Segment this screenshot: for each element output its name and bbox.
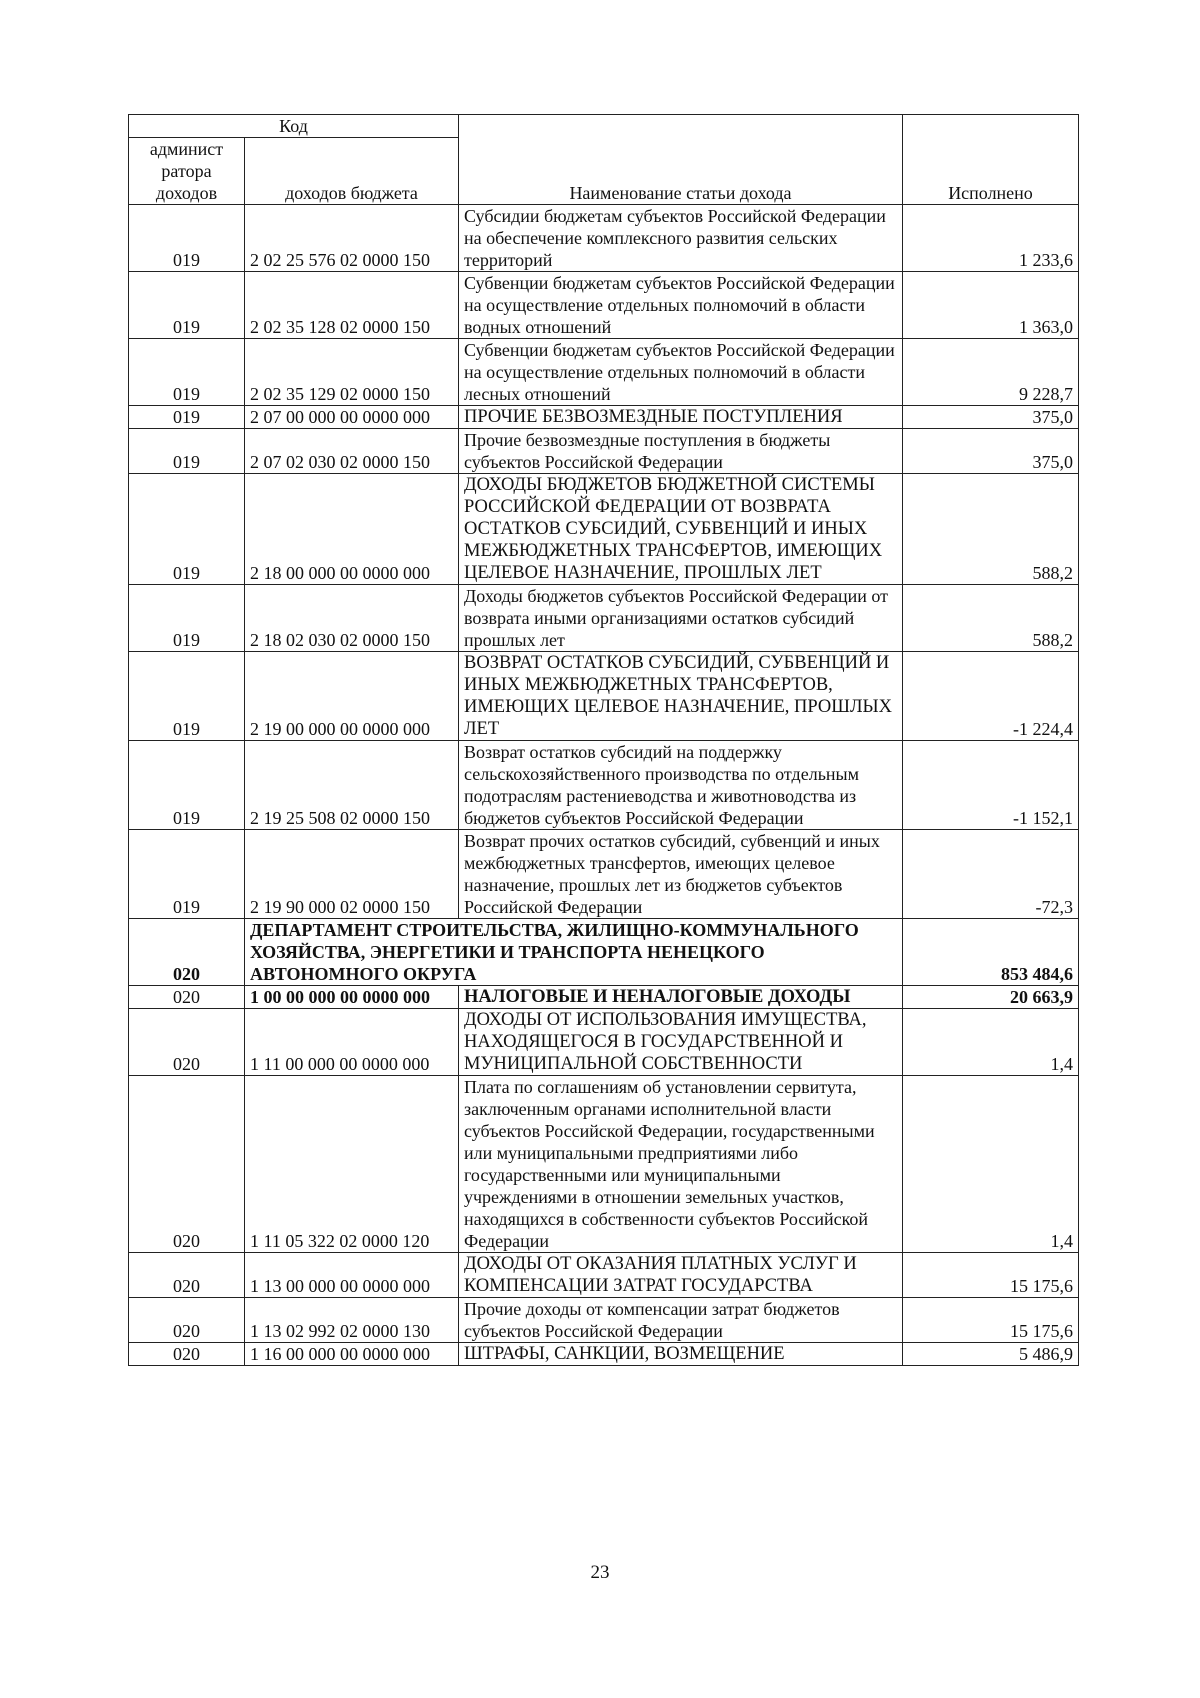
income-code-cell: 1 00 00 000 00 0000 000 bbox=[245, 986, 459, 1009]
income-name-cell: ШТРАФЫ, САНКЦИИ, ВОЗМЕЩЕНИЕ bbox=[459, 1343, 903, 1366]
table-row bbox=[129, 1343, 1079, 1366]
table-row bbox=[129, 474, 1079, 585]
income-code-cell: 1 16 00 000 00 0000 000 bbox=[245, 1343, 459, 1366]
admin-code-cell: 019 bbox=[129, 474, 245, 585]
income-name-cell: Возврат остатков субсидий на поддержку сельскохозяйственного производства по отдельным подотраслям растениеводства и животноводства из бюджетов субъектов Российской Федерации bbox=[459, 741, 903, 830]
income-name-cell: ВОЗВРАТ ОСТАТКОВ СУБСИДИЙ, СУБВЕНЦИЙ И ИНЫХ МЕЖБЮДЖЕТНЫХ ТРАНСФЕРТОВ, ИМЕЮЩИХ ЦЕЛЕВОЕ НАЗНАЧЕНИЕ, ПРОШЛЫХ ЛЕТ bbox=[459, 652, 903, 741]
income-name-cell: ДОХОДЫ БЮДЖЕТОВ БЮДЖЕТНОЙ СИСТЕМЫ РОССИЙСКОЙ ФЕДЕРАЦИИ ОТ ВОЗВРАТА ОСТАТКОВ СУБСИДИЙ, СУБВЕНЦИЙ И ИНЫХ МЕЖБЮДЖЕТНЫХ ТРАНСФЕРТОВ, ИМЕЮЩИХ ЦЕЛЕВОЕ НАЗНАЧЕНИЕ, ПРОШЛЫХ ЛЕТ bbox=[459, 474, 903, 585]
admin-code-cell: 020 bbox=[129, 1076, 245, 1253]
income-code-cell: 2 02 35 129 02 0000 150 bbox=[245, 339, 459, 406]
admin-code-cell: 019 bbox=[129, 652, 245, 741]
income-code-cell: 2 02 25 576 02 0000 150 bbox=[245, 205, 459, 272]
executed-value-cell: 1,4 bbox=[903, 1009, 1079, 1076]
admin-code-cell: 020 bbox=[129, 1343, 245, 1366]
admin-code-cell: 019 bbox=[129, 272, 245, 339]
executed-value-cell: 375,0 bbox=[903, 406, 1079, 429]
income-code-cell: 2 18 00 000 00 0000 000 bbox=[245, 474, 459, 585]
table-row bbox=[129, 1076, 1079, 1253]
income-name-cell: Прочие безвозмездные поступления в бюджеты субъектов Российской Федерации bbox=[459, 429, 903, 474]
table-row bbox=[129, 830, 1079, 919]
admin-code-cell: 019 bbox=[129, 406, 245, 429]
income-code-cell: 2 18 02 030 02 0000 150 bbox=[245, 585, 459, 652]
executed-value-cell: 853 484,6 bbox=[903, 919, 1079, 986]
table-row bbox=[129, 1009, 1079, 1076]
table-row bbox=[129, 741, 1079, 830]
budget-income-table bbox=[128, 114, 1079, 1366]
header-executed: Исполнено bbox=[903, 115, 1079, 205]
executed-value-cell: 9 228,7 bbox=[903, 339, 1079, 406]
executed-value-cell: 1,4 bbox=[903, 1076, 1079, 1253]
income-name-cell: Субвенции бюджетам субъектов Российской Федерации на осуществление отдельных полномочий в области водных отношений bbox=[459, 272, 903, 339]
income-code-cell: 2 19 00 000 00 0000 000 bbox=[245, 652, 459, 741]
table-row bbox=[129, 652, 1079, 741]
income-code-cell: 1 13 00 000 00 0000 000 bbox=[245, 1253, 459, 1298]
header-budget-code: доходов бюджета bbox=[245, 138, 459, 205]
table-row bbox=[129, 205, 1079, 272]
executed-value-cell: 588,2 bbox=[903, 474, 1079, 585]
income-name-cell: ДОХОДЫ ОТ ОКАЗАНИЯ ПЛАТНЫХ УСЛУГ И КОМПЕНСАЦИИ ЗАТРАТ ГОСУДАРСТВА bbox=[459, 1253, 903, 1298]
admin-code-cell: 020 bbox=[129, 1298, 245, 1343]
income-name-cell: Плата по соглашениям об установлении сервитута, заключенным органами исполнительной власти субъектов Российской Федерации, государственными или муниципальными предприятиями либо государственными или муниципальными учреждениями в отношении земельных участков, находящихся в собственности субъектов Российской Федерации bbox=[459, 1076, 903, 1253]
income-code-cell: 2 07 02 030 02 0000 150 bbox=[245, 429, 459, 474]
budget-table-sheet bbox=[128, 114, 1078, 1366]
income-name-cell: Доходы бюджетов субъектов Российской Федерации от возврата иными организациями остатков субсидий прошлых лет bbox=[459, 585, 903, 652]
admin-code-cell: 020 bbox=[129, 986, 245, 1009]
department-row bbox=[129, 919, 1079, 986]
income-name-cell: Субвенции бюджетам субъектов Российской Федерации на осуществление отдельных полномочий в области лесных отношений bbox=[459, 339, 903, 406]
table-row bbox=[129, 986, 1079, 1009]
executed-value-cell: 1 233,6 bbox=[903, 205, 1079, 272]
header-code: Код bbox=[129, 115, 459, 138]
admin-code-cell: 020 bbox=[129, 1009, 245, 1076]
admin-code-cell: 020 bbox=[129, 1253, 245, 1298]
executed-value-cell: 5 486,9 bbox=[903, 1343, 1079, 1366]
income-name-cell: НАЛОГОВЫЕ И НЕНАЛОГОВЫЕ ДОХОДЫ bbox=[459, 986, 903, 1009]
admin-code-cell: 020 bbox=[129, 919, 245, 986]
admin-code-cell: 019 bbox=[129, 741, 245, 830]
income-code-cell: 2 02 35 128 02 0000 150 bbox=[245, 272, 459, 339]
department-name-cell: ДЕПАРТАМЕНТ СТРОИТЕЛЬСТВА, ЖИЛИЩНО-КОММУНАЛЬНОГО ХОЗЯЙСТВА, ЭНЕРГЕТИКИ И ТРАНСПОРТА НЕНЕЦКОГО АВТОНОМНОГО ОКРУГА bbox=[245, 919, 903, 986]
income-code-cell: 1 13 02 992 02 0000 130 bbox=[245, 1298, 459, 1343]
income-code-cell: 2 19 25 508 02 0000 150 bbox=[245, 741, 459, 830]
header-admin: админист ратора доходов bbox=[129, 138, 245, 205]
income-name-cell: Прочие доходы от компенсации затрат бюджетов субъектов Российской Федерации bbox=[459, 1298, 903, 1343]
header-name: Наименование статьи дохода bbox=[459, 115, 903, 205]
income-code-cell: 2 07 00 000 00 0000 000 bbox=[245, 406, 459, 429]
income-code-cell: 2 19 90 000 02 0000 150 bbox=[245, 830, 459, 919]
income-name-cell: Субсидии бюджетам субъектов Российской Федерации на обеспечение комплексного развития сельских территорий bbox=[459, 205, 903, 272]
executed-value-cell: -1 224,4 bbox=[903, 652, 1079, 741]
table-row bbox=[129, 585, 1079, 652]
executed-value-cell: 1 363,0 bbox=[903, 272, 1079, 339]
admin-code-cell: 019 bbox=[129, 585, 245, 652]
executed-value-cell: 375,0 bbox=[903, 429, 1079, 474]
executed-value-cell: 15 175,6 bbox=[903, 1253, 1079, 1298]
admin-code-cell: 019 bbox=[129, 429, 245, 474]
table-body bbox=[129, 205, 1079, 1366]
table-row bbox=[129, 406, 1079, 429]
admin-code-cell: 019 bbox=[129, 830, 245, 919]
income-code-cell: 1 11 00 000 00 0000 000 bbox=[245, 1009, 459, 1076]
admin-code-cell: 019 bbox=[129, 339, 245, 406]
executed-value-cell: 15 175,6 bbox=[903, 1298, 1079, 1343]
admin-code-cell: 019 bbox=[129, 205, 245, 272]
table-row bbox=[129, 272, 1079, 339]
executed-value-cell: -1 152,1 bbox=[903, 741, 1079, 830]
executed-value-cell: 588,2 bbox=[903, 585, 1079, 652]
income-code-cell: 1 11 05 322 02 0000 120 bbox=[245, 1076, 459, 1253]
page-number: 23 bbox=[590, 1562, 610, 1583]
table-row bbox=[129, 1253, 1079, 1298]
income-name-cell: Возврат прочих остатков субсидий, субвенций и иных межбюджетных трансфертов, имеющих целевое назначение, прошлых лет из бюджетов субъектов Российской Федерации bbox=[459, 830, 903, 919]
table-header bbox=[129, 115, 1079, 205]
table-row bbox=[129, 1298, 1079, 1343]
executed-value-cell: 20 663,9 bbox=[903, 986, 1079, 1009]
income-name-cell: ПРОЧИЕ БЕЗВОЗМЕЗДНЫЕ ПОСТУПЛЕНИЯ bbox=[459, 406, 903, 429]
income-name-cell: ДОХОДЫ ОТ ИСПОЛЬЗОВАНИЯ ИМУЩЕСТВА, НАХОДЯЩЕГОСЯ В ГОСУДАРСТВЕННОЙ И МУНИЦИПАЛЬНОЙ СОБСТВЕННОСТИ bbox=[459, 1009, 903, 1076]
table-row bbox=[129, 339, 1079, 406]
table-row bbox=[129, 429, 1079, 474]
executed-value-cell: -72,3 bbox=[903, 830, 1079, 919]
